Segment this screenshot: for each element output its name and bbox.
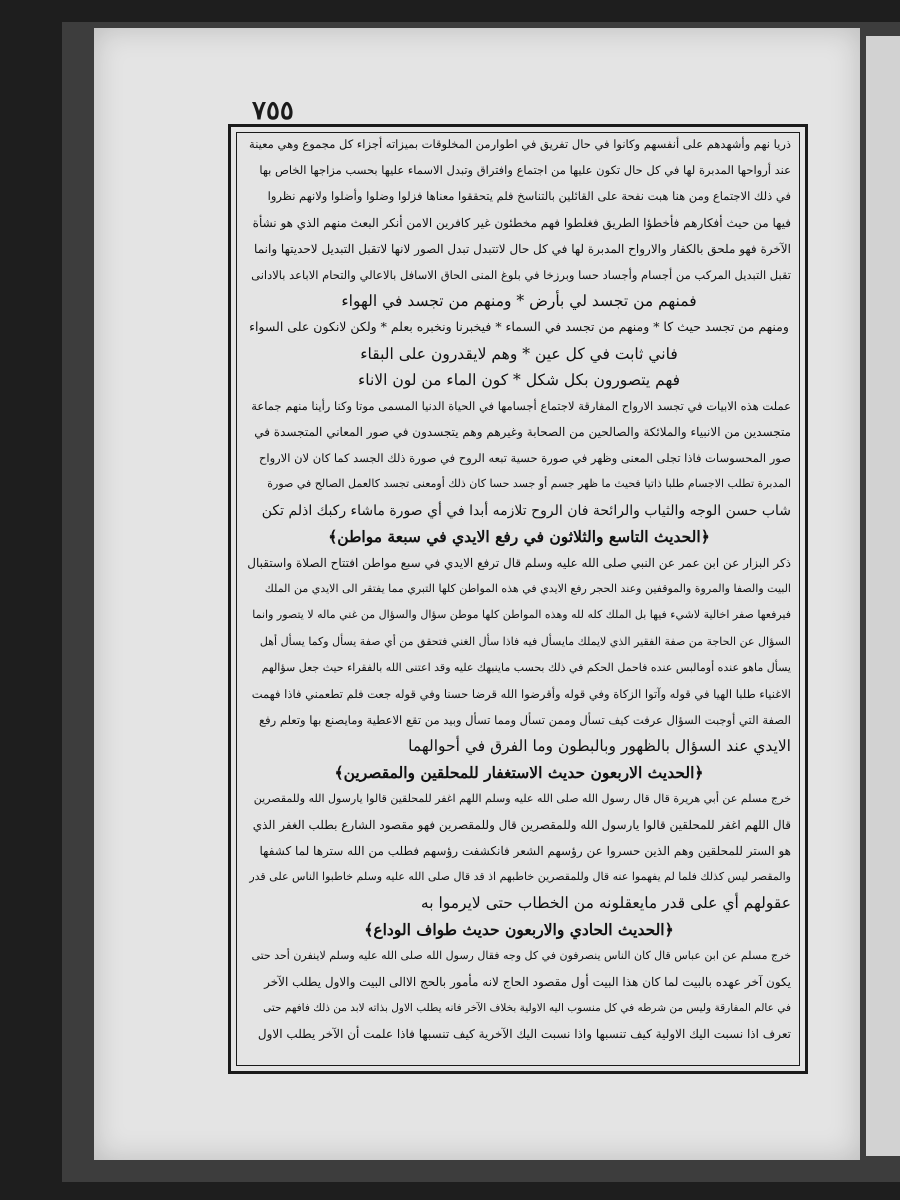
text-line: الاغنياء طلبا الهيا في قوله وآتوا الزكاة وفي قوله وأقرضوا الله قرضا حسنا وفي قوله جعت فلم تطعمني فاذا فهمت — [251, 686, 791, 701]
verse-line: فاني ثابت في كل عين * وهم لايقدرون على البقاء — [360, 344, 678, 363]
text-line: في عالم المفارقة وليس من شرطه في كل منسوب اليه الاولية بخلاف الآخر فانه يطلب الاول بذاته لابد من ذلك فافهم حتى — [263, 1002, 791, 1015]
text-line: الآخرة فهو ملحق بالكفار والارواح المدبرة لها في كل حال لاتتبدل تبدل الصور لانها لاتقبل التبديل لاحديتها وانما — [254, 241, 791, 256]
text-line: متجسدين من الانبياء والملائكة والصالحين من الصحابة وغيرهم وهم يتجسدون في صور المعاني المتجسدة في — [254, 425, 791, 440]
section-heading: ﴿الحديث التاسع والثلاثون في رفع الايدي في سبعة مواطن﴾ — [328, 526, 710, 546]
text-line: ذكر البزار عن ابن عمر عن النبي صلى الله عليه وسلم قال ترفع الايدي في سبع مواطن افتتاح الصلاة واستقبال — [247, 556, 791, 570]
verse-line: فمنهم من تجسد لي بأرض * ومنهم من تجسد في الهواء — [341, 292, 697, 311]
text-line: هو الستر للمحلقين وهم الذين حسروا عن رؤسهم الشعر فانكشفت رؤسهم فطلب من الله سترها لما كشفها — [259, 844, 791, 859]
text-line: عقولهم أي على قدر مايعقلونه من الخطاب حتى لايرموا به — [420, 894, 791, 913]
text-body — [247, 131, 791, 1065]
verse-line: فهم يتصورون بكل شكل * كون الماء من لون الاناء — [357, 370, 681, 389]
text-line: والمقصر ليس كذلك فلما لم يفهموا عنه قال وللمقصرين خاطبهم اذ قد قال صلى الله عليه وسلم خاطبوا الناس على قدر — [249, 870, 791, 884]
text-line: يسأل ماهو عنده أومالبس عنده فاحمل الحكم في ذلك بحسب ماينبهك عليه وقد اعتنى الله بالفقراء حيث جعل سؤالهم — [261, 660, 791, 674]
text-line: المدبرة تطلب الاجسام طلبا ذاتيا فحيث ما ظهر جسم أو جسد حسا كان ذلك أومعنى تجسد كالعمل الصالح في صورة — [267, 477, 791, 491]
text-line: عملت هذه الابيات في تجسد الارواح المفارقة لاجتماع أجسامها في الحياة الدنيا المسمى موتا وكنا رأينا منهم جماعة — [251, 398, 791, 413]
text-line: السؤال عن الحاجة من صفة الفقير الذي لايملك مايسأل فيه فاذا سأل الغني فتحقق من أي صفة يسأل وكما يسأل أهل — [259, 634, 791, 648]
text-line: خرج مسلم عن أبي هريرة قال قال رسول الله صلى الله عليه وسلم اللهم اغفر للمحلقين قالوا يارسول الله وللمقصرين — [253, 791, 791, 805]
text-line: في ذلك الاجتماع ومن هنا هبت نفحة على القائلين بالتناسخ فلم يتحققوا معناها فزلوا وضلوا وأضلوا ولانهم نظروا — [267, 189, 791, 204]
text-line: البيت والصفا والمروة والموقفين وعند الحجر رفع الايدي في هذه المواطن كلها التبري مما يفتقر الى الايدي من الملك — [264, 582, 791, 596]
text-line: تعرف اذا نسبت اليك الاولية كيف تنسبها واذا نسبت اليك الآخرية كيف تنسبها فاذا علمت أن الآخر يطلب الاول — [257, 1027, 791, 1042]
text-line: فيها من حيث أفكارهم فأخطؤا الطريق فغلطوا فهم مخطئون غير كافرين الامن أنكر البعث منهم الذي هو نشأة — [252, 215, 791, 230]
text-frame — [228, 124, 808, 1074]
text-line: قال اللهم اغفر للمحلقين قالوا يارسول الله وللمقصرين قال وللمقصرين فهو مقصود الشارع بطلب الغفر الذي — [252, 817, 791, 832]
text-line: خرج مسلم عن ابن عباس قال كان الناس ينصرفون في كل وجه فقال رسول الله صلى الله عليه وسلم لاينفرن أحد حتى — [251, 948, 791, 962]
text-line: شاب حسن الوجه والثياب والرائحة فان الروح تلازمه أبدا في أي صورة ماشاء ركبك اذلم تكن — [261, 502, 791, 519]
text-line: ذريا نهم وأشهدهم على أنفسهم وكانوا في حال تفريق في اطوارمن المخلوقات بميزاته أجزاء كل مجموع وهي معينة — [249, 137, 791, 151]
text-line: الايدي عند السؤال بالظهور وبالبطون وما الفرق في أحوالهما — [408, 737, 791, 756]
text-line: فيرفعها صفر اخالية لاشيء فيها بل الملك كله لله وهذه المواطن كلها موطن سؤال والسؤال من غني ماله لا يتصور وانما — [252, 608, 791, 622]
verse-line: ومنهم من تجسد حيث كا * ومنهم من تجسد في السماء * فيخبرنا ونخبره بعلم * ولكن لانكون على السواء — [249, 319, 789, 335]
facing-page-edge — [866, 36, 900, 1156]
text-line: صور المحسوسات فاذا تجلى المعنى وظهر في صورة حسية تبعه الروح في صورة ذلك الجسد كما كان لان الارواح — [258, 451, 791, 466]
text-line: عند أرواحها المدبرة لها في كل حال تكون عليها من اجتماع وافتراق وتبدل الاسماء عليها بحسب مزاجها الخاص بها — [259, 163, 791, 178]
section-heading: ﴿الحديث الاربعون حديث الاستغفار للمحلقين والمقصرين﴾ — [334, 762, 704, 782]
page-number: ٧٥٥ — [252, 96, 294, 126]
text-line: يكون آخر عهده بالبيت لما كان هذا البيت أول مقصود الحاج لانه مأمور بالحج الاالى البيت والاول يطلب الآخر — [264, 975, 791, 989]
text-line: الصفة التي أوجبت السؤال عرفت كيف تسأل وممن تسأل ومما تسأل وبيد من تقع الاعطية ومايصنع بها وتعلم رفع — [259, 713, 791, 728]
section-heading: ﴿الحديث الحادي والاربعون حديث طواف الوداع﴾ — [364, 919, 674, 939]
text-line: تقبل التبديل المركب من أجسام وأجساد حسا وبرزخا في بلوغ المنى الحاق الاسافل بالاعالي والتحام الاباعد بالادانى — [251, 267, 791, 282]
